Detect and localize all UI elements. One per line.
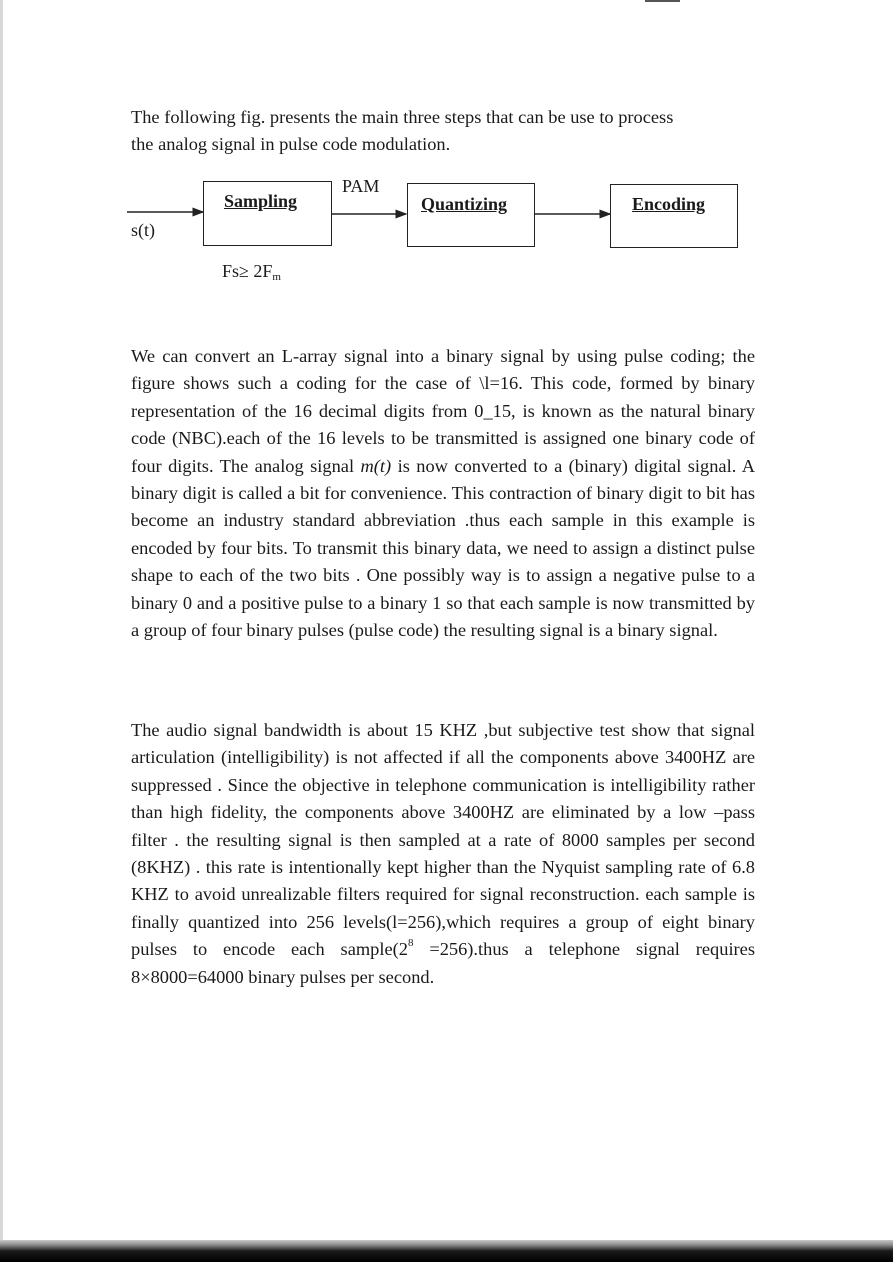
p3-text-a: The audio signal bandwidth is about 15 KHZ ,but subjective test show that signal articulation (intelligibility) is not affected if all the components above 3400HZ are suppressed . Since the objective in telephone communication is intelligibility rather than high fidelity, the components above 3400HZ are eliminated by a low –pass filter . the resulting signal is then sampled at a rate of 8000 samples per second (8KHZ) . this rate is intentionally kept higher than the Nyquist sampling rate of 6.8 KHZ to avoid unrealizable filters required for signal reconstruction. each sample is finally quantized into 256 levels(l=256),which requires a group of eight binary pulses to encode each sample(2 <box>131 720 755 960</box>
encoding-label: Encoding <box>632 194 706 214</box>
encoding-block <box>610 184 738 248</box>
quantizing-label: Quantizing <box>421 194 508 214</box>
nyquist-condition-main: Fs≥ 2F <box>222 261 273 281</box>
p3-text-b: =256).thus a telephone signal requires 8×8000=64000 binary pulses per second. <box>131 939 756 987</box>
nyquist-condition-subscript: m <box>272 271 281 283</box>
quantizing-block <box>407 183 535 247</box>
p2-italic-term: m(t) <box>360 455 392 476</box>
scan-bottom-border <box>0 1240 893 1262</box>
p2-text-a: We can convert an L-array signal into a binary signal by using pulse coding; the figure shows such a coding for the case of \l=16. This code, formed by binary representation of the 16 decimal digits from 0_15, is known as the natural binary code (NBC).each of the 16 levels to be transmitted is assigned one binary code of four digits. The analog signal <box>131 346 755 476</box>
p2-text-b: is now converted to a (binary) digital signal. A binary digit is called a bit for convenience. This contraction of binary digit to bit has become an industry standard abbreviation .thus each sample in this example is encoded by four bits. To transmit this binary data, we need to assign a distinct pulse shape to each of the two bits . One possibly way is to assign a negative pulse to a binary 0 and a positive pulse to a binary 1 so that each sample is now transmitted by a group of four binary pulses (pulse code) the resulting signal is a binary signal. <box>131 455 756 641</box>
sampling-block <box>203 181 332 246</box>
intro-line-1: The following fig. presents the main three steps that can be use to process <box>131 107 674 127</box>
pam-label: PAM <box>342 176 380 196</box>
input-signal-label: s(t) <box>131 220 155 240</box>
sampling-label: Sampling <box>224 191 298 211</box>
nyquist-condition <box>222 261 281 282</box>
telephone-signal-paragraph <box>131 717 755 991</box>
pulse-coding-paragraph <box>131 343 755 644</box>
diagram-arrows <box>0 0 893 300</box>
p3-superscript: 8 <box>407 937 414 950</box>
intro-line-2: the analog signal in pulse code modulation. <box>131 134 451 155</box>
